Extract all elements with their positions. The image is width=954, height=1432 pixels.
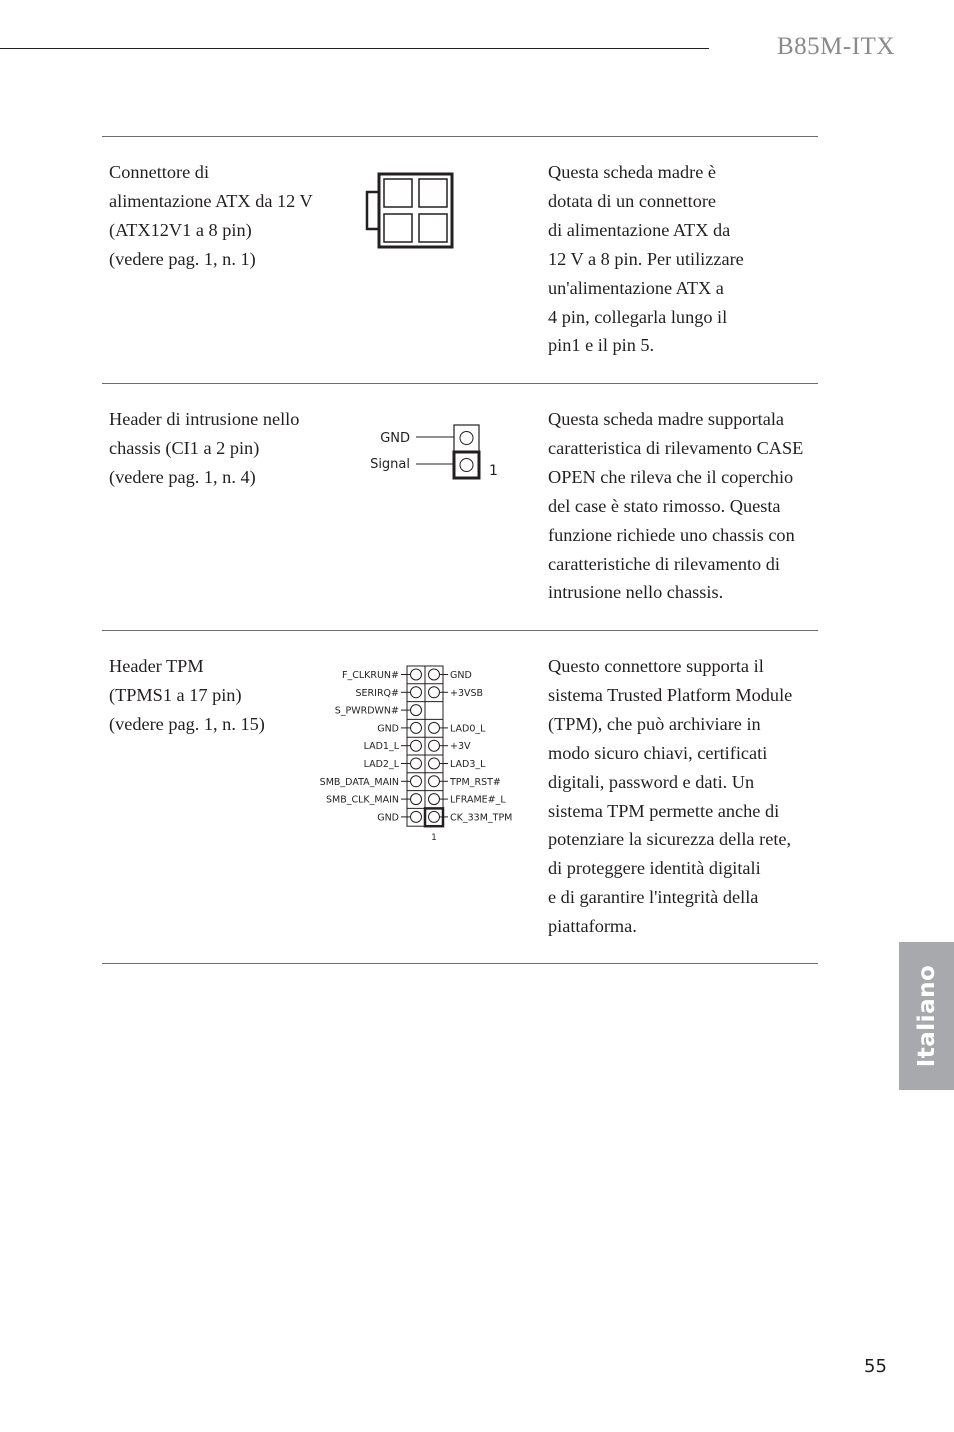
- description-line: digitali, password e dati. Un: [548, 771, 755, 792]
- description-line: piattaforma.: [548, 916, 637, 937]
- title-line: Header TPM: [109, 656, 204, 676]
- tpm-pin-right: [429, 740, 440, 751]
- tpm-pin-label-right: LFRAME#_L: [450, 794, 506, 806]
- tpm-pin-label-left: LAD1_L: [363, 741, 399, 753]
- tpm-pin-label-right: CK_33M_TPM: [450, 812, 513, 824]
- description-line: potenziare la sicurezza della rete,: [548, 829, 792, 850]
- description-line: Questa scheda madre supportala: [548, 409, 785, 429]
- title-line: Header di intrusione nello: [109, 409, 300, 429]
- tpm-pin-label-left: S_PWRDWN#: [334, 705, 399, 717]
- tpm-pin-left: [411, 776, 422, 787]
- tpm-pin-label-right: LAD3_L: [450, 759, 486, 770]
- title-line: chassis (CI1 a 2 pin): [109, 438, 260, 458]
- tpm-pin-left: [411, 758, 422, 769]
- description-line: Questo connettore supporta il: [548, 656, 764, 676]
- tpm-pin-left: [411, 687, 422, 698]
- description-line: di proteggere identità digitali: [548, 858, 761, 879]
- description-line: Questa scheda madre è: [548, 162, 717, 182]
- section-divider: [102, 963, 818, 964]
- title-line: alimentazione ATX da 12 V: [109, 191, 313, 211]
- tpm-pin-label-left: F_CLKRUN#: [342, 670, 399, 681]
- tpm-pin-right: [429, 722, 440, 733]
- tpm-pin-label-left: SMB_CLK_MAIN: [325, 794, 399, 806]
- tpm-pin-label-right: +3V: [450, 741, 471, 753]
- page-number: 55: [864, 1356, 887, 1377]
- language-tab: [899, 942, 954, 1090]
- tpm-pin-left: [411, 722, 422, 733]
- tpm-pin-left: [411, 669, 422, 680]
- description-line: del case è stato rimosso. Questa: [548, 495, 781, 516]
- description-line: e di garantire l'integrità della: [548, 887, 759, 908]
- description-line: di alimentazione ATX da: [548, 219, 731, 240]
- description-line: intrusione nello chassis.: [548, 582, 724, 603]
- tpm-pin-label-left: SMB_DATA_MAIN: [319, 776, 399, 788]
- description-line: sistema Trusted Platform Module: [548, 684, 793, 705]
- tpm-pin-label-left: GND: [377, 812, 399, 824]
- title-line: (TPMS1 a 17 pin): [109, 685, 242, 705]
- tpm-header-diagram: [300, 660, 535, 845]
- description-line: un'alimentazione ATX a: [548, 277, 724, 298]
- tpm-pin-left: [411, 811, 422, 822]
- tpm-pin-right: [429, 776, 440, 787]
- title-line: (ATX12V1 a 8 pin): [109, 220, 252, 240]
- atx12v-description: [548, 158, 818, 360]
- title-line: (vedere pag. 1, n. 1): [109, 249, 256, 269]
- pin-label-gnd: GND: [380, 431, 410, 446]
- tpm-pin-left: [411, 740, 422, 751]
- header-rule: [0, 48, 709, 49]
- tpm-pin-label-right: GND: [450, 670, 472, 681]
- title-line: Connettore di: [109, 162, 210, 182]
- language-tab-label: Italiano: [913, 964, 940, 1068]
- chassis-intrusion-title: [109, 405, 329, 492]
- description-line: OPEN che rileva che il coperchio: [548, 466, 794, 487]
- tpm-pin-right: [429, 687, 440, 698]
- description-line: (TPM), che può archiviare in: [548, 713, 761, 734]
- section-divider: [102, 383, 818, 384]
- tpm-pin-label-left: LAD2_L: [363, 759, 399, 770]
- section-divider: [102, 136, 818, 137]
- tpm-pin-right: [429, 794, 440, 805]
- section-divider: [102, 630, 818, 631]
- tpm-pin-label-left: GND: [377, 723, 399, 735]
- atx12v-title: [109, 158, 329, 274]
- tpm-pin-label-right: +3VSB: [450, 687, 484, 699]
- tpm-pin-left: [411, 794, 422, 805]
- tpm-pin-right: [429, 811, 440, 822]
- tpm-description: [548, 652, 818, 941]
- tpm-pin-label-left: SERIRQ#: [355, 687, 399, 699]
- title-line: (vedere pag. 1, n. 4): [109, 467, 256, 487]
- tpm-title: [109, 652, 329, 739]
- tpm-pin-right: [429, 758, 440, 769]
- tpm-pin1-marker: 1: [431, 833, 437, 844]
- description-line: funzione richiede uno chassis con: [548, 524, 795, 545]
- tpm-pin-label-right: TPM_RST#: [450, 776, 501, 788]
- pin-label-signal: Signal: [370, 457, 410, 472]
- description-line: dotata di un connettore: [548, 190, 717, 211]
- description-line: 12 V a 8 pin. Per utilizzare: [548, 248, 744, 269]
- atx12v-connector-diagram: [365, 170, 457, 252]
- chassis-intrusion-diagram: [355, 420, 505, 490]
- description-line: modo sicuro chiavi, certificati: [548, 742, 768, 763]
- pin1-marker: 1: [489, 463, 498, 479]
- description-line: caratteristiche di rilevamento di: [548, 553, 780, 574]
- tpm-pin-label-right: LAD0_L: [450, 723, 486, 735]
- title-line: (vedere pag. 1, n. 15): [109, 714, 265, 734]
- model-name: B85M-ITX: [777, 33, 895, 60]
- description-line: caratteristica di rilevamento CASE: [548, 437, 804, 458]
- tpm-pin-left: [411, 705, 422, 716]
- description-line: 4 pin, collegarla lungo il: [548, 306, 728, 327]
- chassis-intrusion-description: [548, 405, 818, 607]
- description-line: sistema TPM permette anche di: [548, 800, 780, 821]
- tpm-pin-right: [429, 669, 440, 680]
- description-line: pin1 e il pin 5.: [548, 335, 655, 356]
